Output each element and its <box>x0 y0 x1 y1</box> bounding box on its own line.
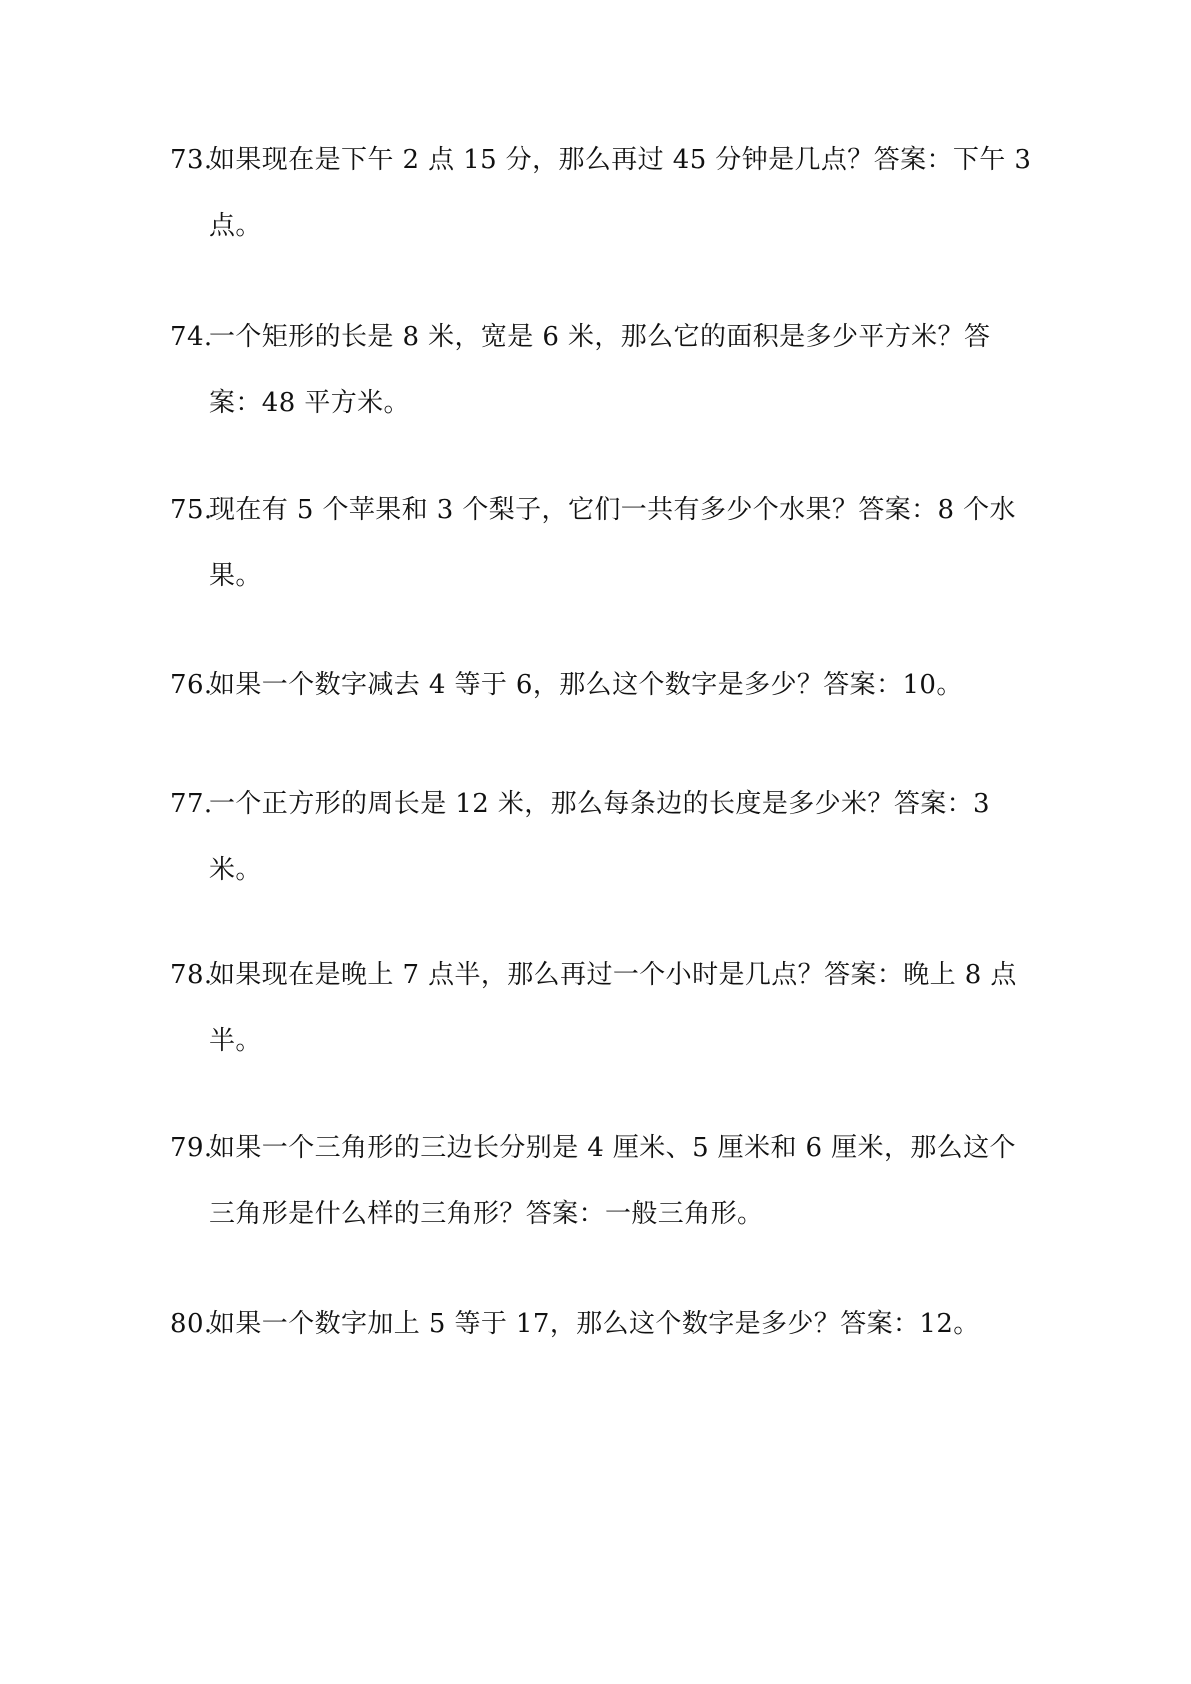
question-77 <box>170 771 1040 903</box>
question-number: 75. <box>170 495 213 525</box>
question-number: 74. <box>170 322 213 352</box>
question-number: 76. <box>170 670 213 700</box>
question-text: 如果现在是下午 2 点 15 分，那么再过 45 分钟是几点？答案：下午 3 点。 <box>209 145 1032 241</box>
question-text: 如果一个三角形的三边长分别是 4 厘米、5 厘米和 6 厘米，那么这个三角形是什么样的三角形？答案：一般三角形。 <box>209 1133 1016 1229</box>
question-number: 78. <box>170 960 213 990</box>
question-75 <box>170 477 1040 609</box>
question-text: 现在有 5 个苹果和 3 个梨子，它们一共有多少个水果？答案：8 个水果。 <box>209 495 1016 591</box>
question-76 <box>170 652 1040 718</box>
question-78 <box>170 942 1040 1074</box>
question-number: 79. <box>170 1133 213 1163</box>
question-text: 如果一个数字减去 4 等于 6，那么这个数字是多少？答案：10。 <box>209 670 963 700</box>
question-text: 一个正方形的周长是 12 米，那么每条边的长度是多少米？答案：3 米。 <box>209 789 990 885</box>
question-79 <box>170 1115 1040 1247</box>
question-text: 如果现在是晚上 7 点半，那么再过一个小时是几点？答案：晚上 8 点半。 <box>209 960 1017 1056</box>
question-73 <box>170 127 1040 259</box>
question-80 <box>170 1291 1040 1357</box>
question-number: 77. <box>170 789 213 819</box>
question-74 <box>170 304 1040 436</box>
question-number: 80. <box>170 1309 213 1339</box>
question-number: 73. <box>170 145 213 175</box>
question-text: 一个矩形的长是 8 米，宽是 6 米，那么它的面积是多少平方米？答案：48 平方米。 <box>209 322 991 418</box>
question-text: 如果一个数字加上 5 等于 17，那么这个数字是多少？答案：12。 <box>209 1309 980 1339</box>
